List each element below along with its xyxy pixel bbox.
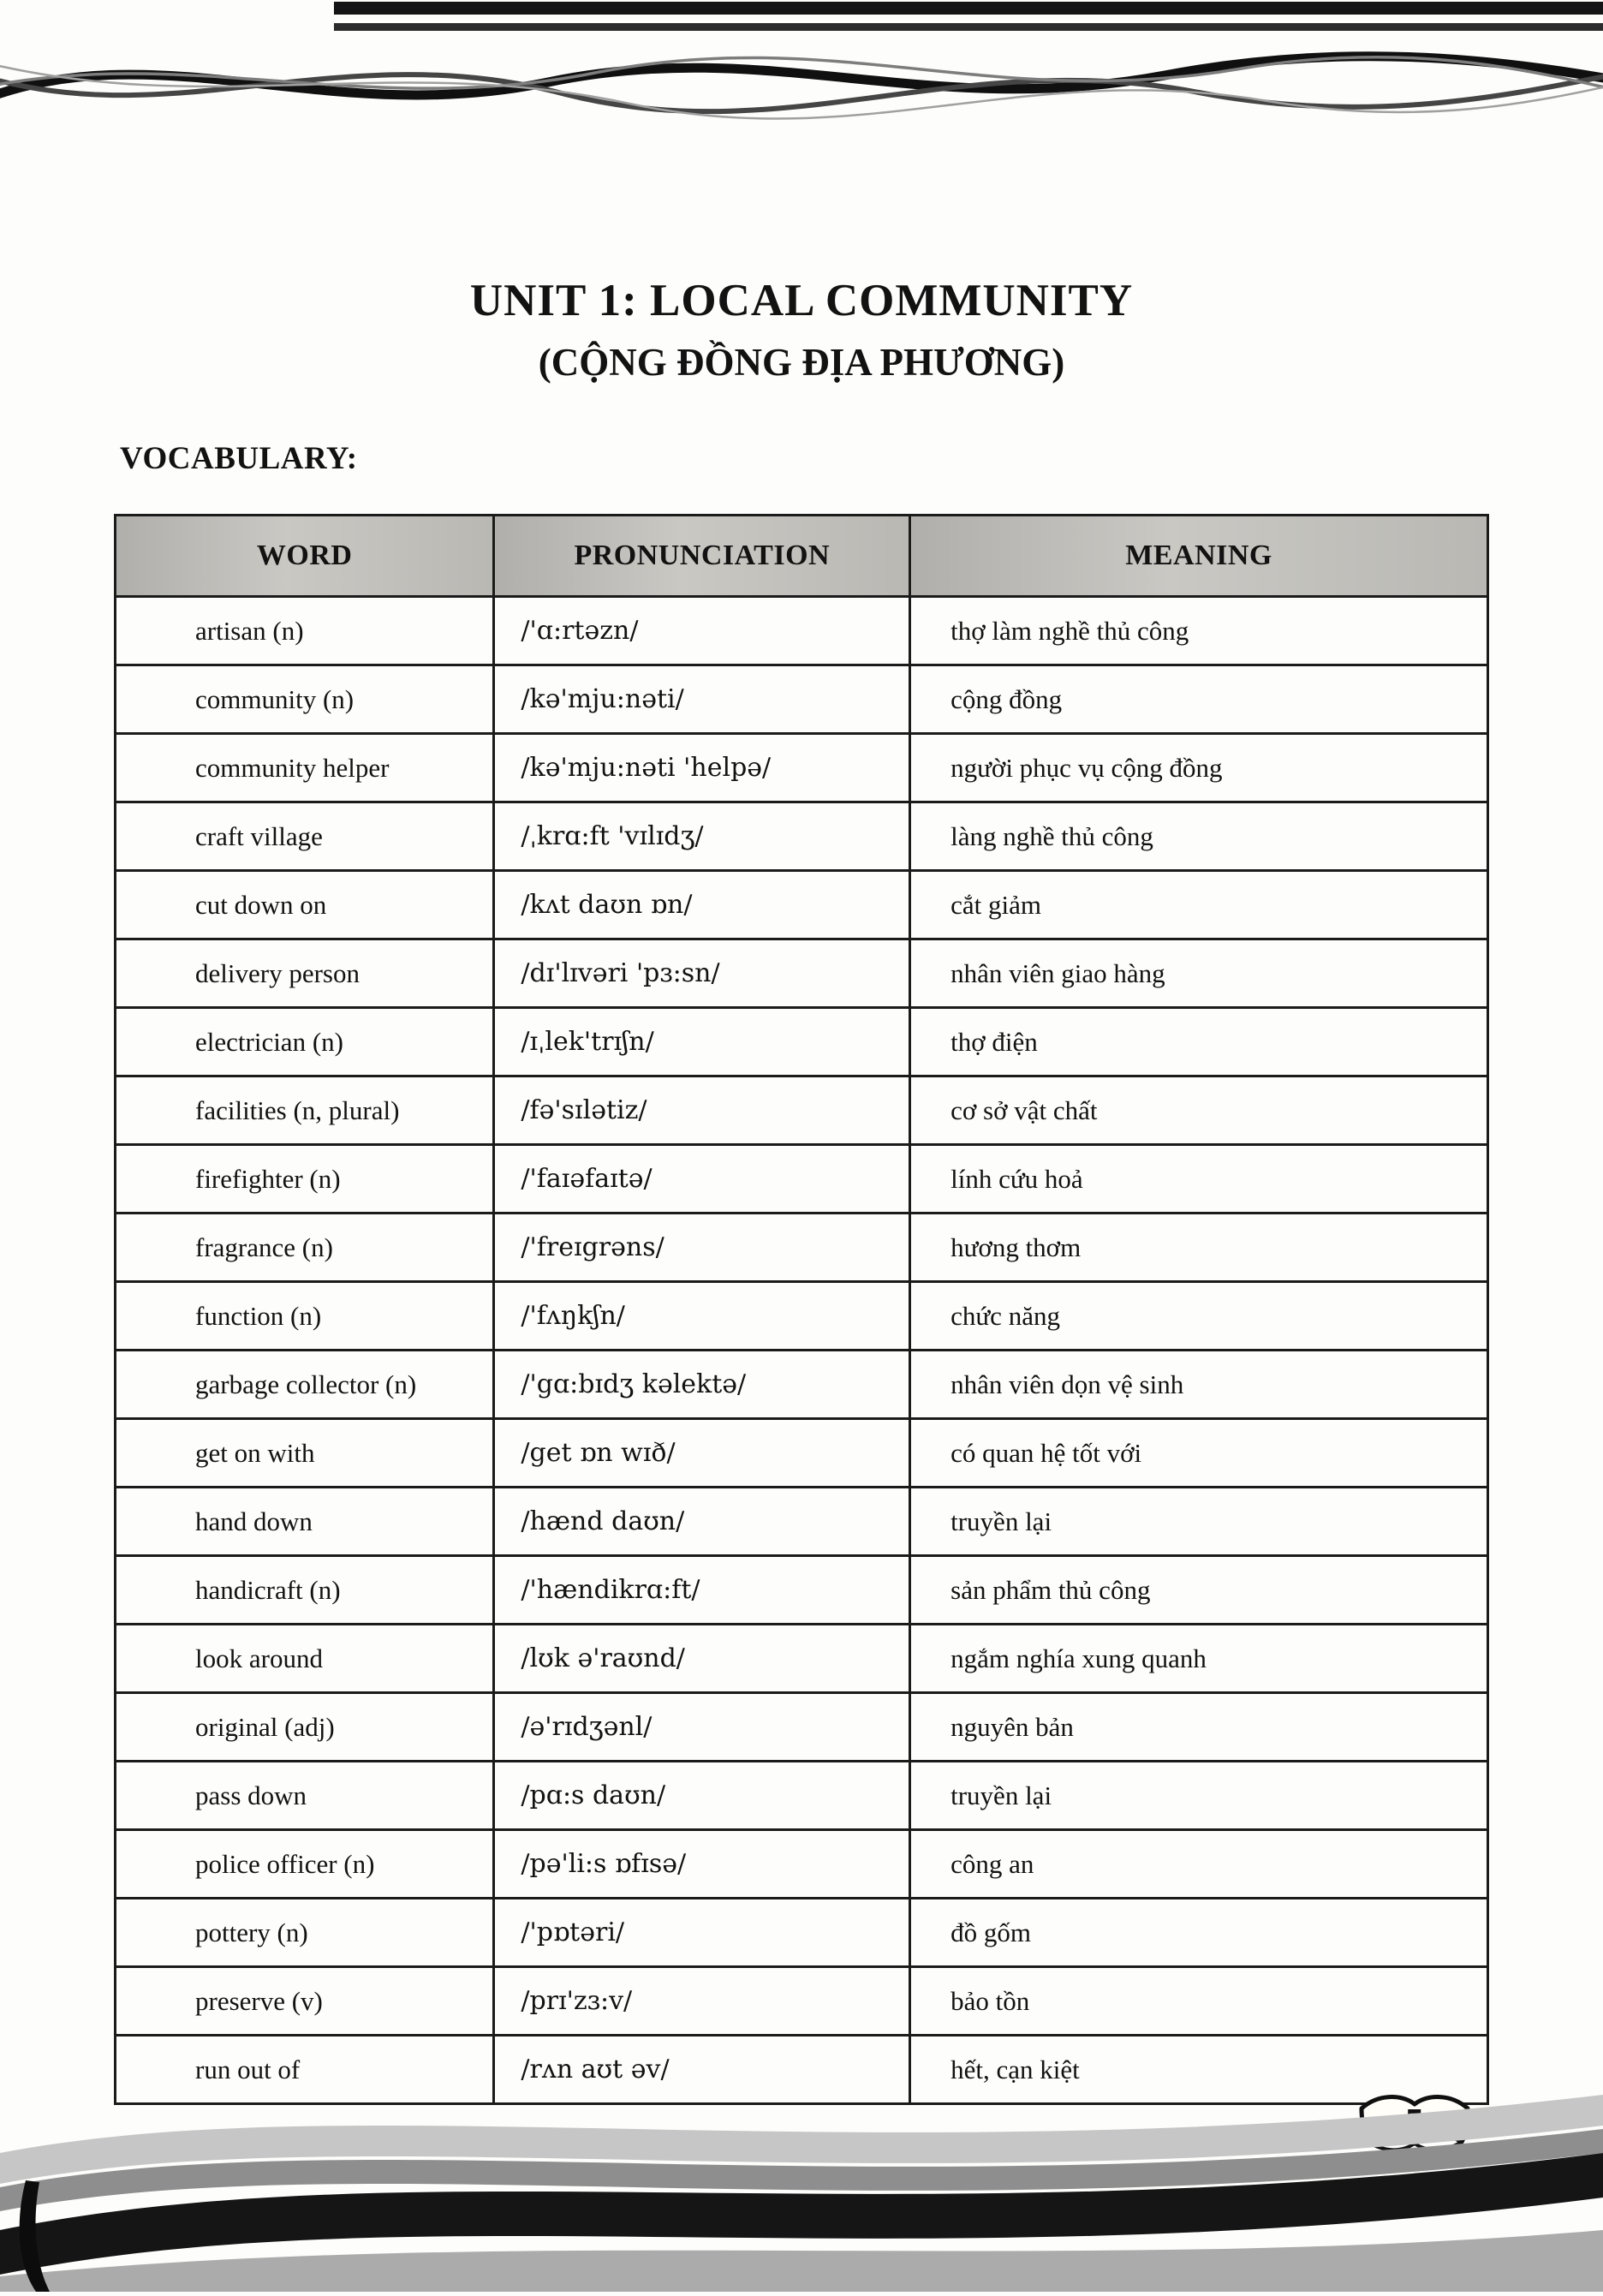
word-cell: community (n) — [116, 665, 494, 734]
word-cell: community helper — [116, 734, 494, 802]
vocab-row — [116, 1076, 1488, 1145]
vocab-row — [116, 1762, 1488, 1830]
word-cell: fragrance (n) — [116, 1214, 494, 1282]
pronunciation-cell: /'ɑ:rtəzn/ — [494, 597, 910, 665]
vocab-row — [116, 597, 1488, 665]
footer-swoosh-icon — [0, 2052, 1603, 2292]
meaning-cell: người phục vụ cộng đồng — [910, 734, 1488, 802]
pronunciation-cell: /pɑ:s daʊn/ — [494, 1762, 910, 1830]
word-cell: delivery person — [116, 939, 494, 1008]
meaning-cell: hương thơm — [910, 1214, 1488, 1282]
column-header-meaning: MEANING — [910, 516, 1488, 597]
meaning-cell: hết, cạn kiệt — [910, 2036, 1488, 2104]
vocab-row — [116, 1282, 1488, 1351]
pronunciation-cell: /'hændikrɑ:ft/ — [494, 1556, 910, 1625]
meaning-cell: nguyên bản — [910, 1693, 1488, 1762]
meaning-cell: cắt giảm — [910, 871, 1488, 939]
word-cell: original (adj) — [116, 1693, 494, 1762]
vocab-row — [116, 1008, 1488, 1076]
decorative-header-ribbon — [0, 0, 1603, 150]
vocab-row — [116, 1625, 1488, 1693]
meaning-cell: thợ làm nghề thủ công — [910, 597, 1488, 665]
vocab-row — [116, 1351, 1488, 1419]
pronunciation-cell: /kʌt daʊn ɒn/ — [494, 871, 910, 939]
meaning-cell: đồ gốm — [910, 1899, 1488, 1967]
word-cell: run out of — [116, 2036, 494, 2104]
pronunciation-cell: /'gɑ:bɪdʒ kəlektə/ — [494, 1351, 910, 1419]
column-header-word: WORD — [116, 516, 494, 597]
vocab-row — [116, 1556, 1488, 1625]
meaning-cell: có quan hệ tốt với — [910, 1419, 1488, 1488]
vocab-row — [116, 1419, 1488, 1488]
meaning-cell: truyền lại — [910, 1488, 1488, 1556]
vocab-row — [116, 1145, 1488, 1214]
meaning-cell: cộng đồng — [910, 665, 1488, 734]
vocab-row — [116, 939, 1488, 1008]
vocab-row — [116, 1967, 1488, 2036]
pronunciation-cell: /'faɪəfaɪtə/ — [494, 1145, 910, 1214]
pronunciation-cell: /fə'sɪlətiz/ — [494, 1076, 910, 1145]
title-block — [0, 274, 1603, 385]
meaning-cell: cơ sở vật chất — [910, 1076, 1488, 1145]
word-cell: facilities (n, plural) — [116, 1076, 494, 1145]
word-cell: look around — [116, 1625, 494, 1693]
vocab-row — [116, 1214, 1488, 1282]
word-cell: cut down on — [116, 871, 494, 939]
word-cell: hand down — [116, 1488, 494, 1556]
vocab-row — [116, 1899, 1488, 1967]
pronunciation-cell: /kə'mju:nəti/ — [494, 665, 910, 734]
pronunciation-cell: /dɪ'lɪvəri 'pɜ:sn/ — [494, 939, 910, 1008]
meaning-cell: làng nghề thủ công — [910, 802, 1488, 871]
pronunciation-cell: /'fʌŋkʃn/ — [494, 1282, 910, 1351]
pronunciation-cell: /kə'mju:nəti 'helpə/ — [494, 734, 910, 802]
vocab-row — [116, 1830, 1488, 1899]
meaning-cell: nhân viên dọn vệ sinh — [910, 1351, 1488, 1419]
vocab-row — [116, 802, 1488, 871]
word-cell: get on with — [116, 1419, 494, 1488]
pronunciation-cell: /get ɒn wɪð/ — [494, 1419, 910, 1488]
vocabulary-table — [114, 514, 1489, 2105]
vocab-row — [116, 665, 1488, 734]
pronunciation-cell: /'freɪgrəns/ — [494, 1214, 910, 1282]
meaning-cell: bảo tồn — [910, 1967, 1488, 2036]
meaning-cell: nhân viên giao hàng — [910, 939, 1488, 1008]
word-cell: police officer (n) — [116, 1830, 494, 1899]
table-header-row — [116, 516, 1488, 597]
ribbon-ornament-icon — [0, 0, 1603, 150]
decorative-footer-swoosh — [0, 2052, 1603, 2292]
word-cell: handicraft (n) — [116, 1556, 494, 1625]
meaning-cell: sản phẩm thủ công — [910, 1556, 1488, 1625]
vocab-row — [116, 1488, 1488, 1556]
pronunciation-cell: /pə'li:s ɒfɪsə/ — [494, 1830, 910, 1899]
meaning-cell: lính cứu hoả — [910, 1145, 1488, 1214]
column-header-pronunciation: PRONUNCIATION — [494, 516, 910, 597]
word-cell: craft village — [116, 802, 494, 871]
pronunciation-cell: /ɪˌlek'trɪʃn/ — [494, 1008, 910, 1076]
word-cell: garbage collector (n) — [116, 1351, 494, 1419]
meaning-cell: thợ điện — [910, 1008, 1488, 1076]
word-cell: pass down — [116, 1762, 494, 1830]
meaning-cell: công an — [910, 1830, 1488, 1899]
vocab-row — [116, 1693, 1488, 1762]
section-label: VOCABULARY: — [120, 441, 358, 476]
meaning-cell: chức năng — [910, 1282, 1488, 1351]
pronunciation-cell: /ˌkrɑ:ft 'vɪlɪdʒ/ — [494, 802, 910, 871]
word-cell: pottery (n) — [116, 1899, 494, 1967]
word-cell: preserve (v) — [116, 1967, 494, 2036]
page-subtitle: (CỘNG ĐỒNG ĐỊA PHƯƠNG) — [538, 341, 1065, 384]
meaning-cell: ngắm nghía xung quanh — [910, 1625, 1488, 1693]
pronunciation-cell: /'pɒtəri/ — [494, 1899, 910, 1967]
pronunciation-cell: /prɪ'zɜ:v/ — [494, 1967, 910, 2036]
vocab-row — [116, 871, 1488, 939]
pronunciation-cell: /hænd daʊn/ — [494, 1488, 910, 1556]
word-cell: artisan (n) — [116, 597, 494, 665]
page-title: UNIT 1: LOCAL COMMUNITY — [469, 276, 1134, 325]
word-cell: function (n) — [116, 1282, 494, 1351]
word-cell: firefighter (n) — [116, 1145, 494, 1214]
pronunciation-cell: /lʊk ə'raʊnd/ — [494, 1625, 910, 1693]
word-cell: electrician (n) — [116, 1008, 494, 1076]
meaning-cell: truyền lại — [910, 1762, 1488, 1830]
pronunciation-cell: /rʌn aʊt əv/ — [494, 2036, 910, 2104]
vocab-row — [116, 734, 1488, 802]
pronunciation-cell: /ə'rɪdʒənl/ — [494, 1693, 910, 1762]
